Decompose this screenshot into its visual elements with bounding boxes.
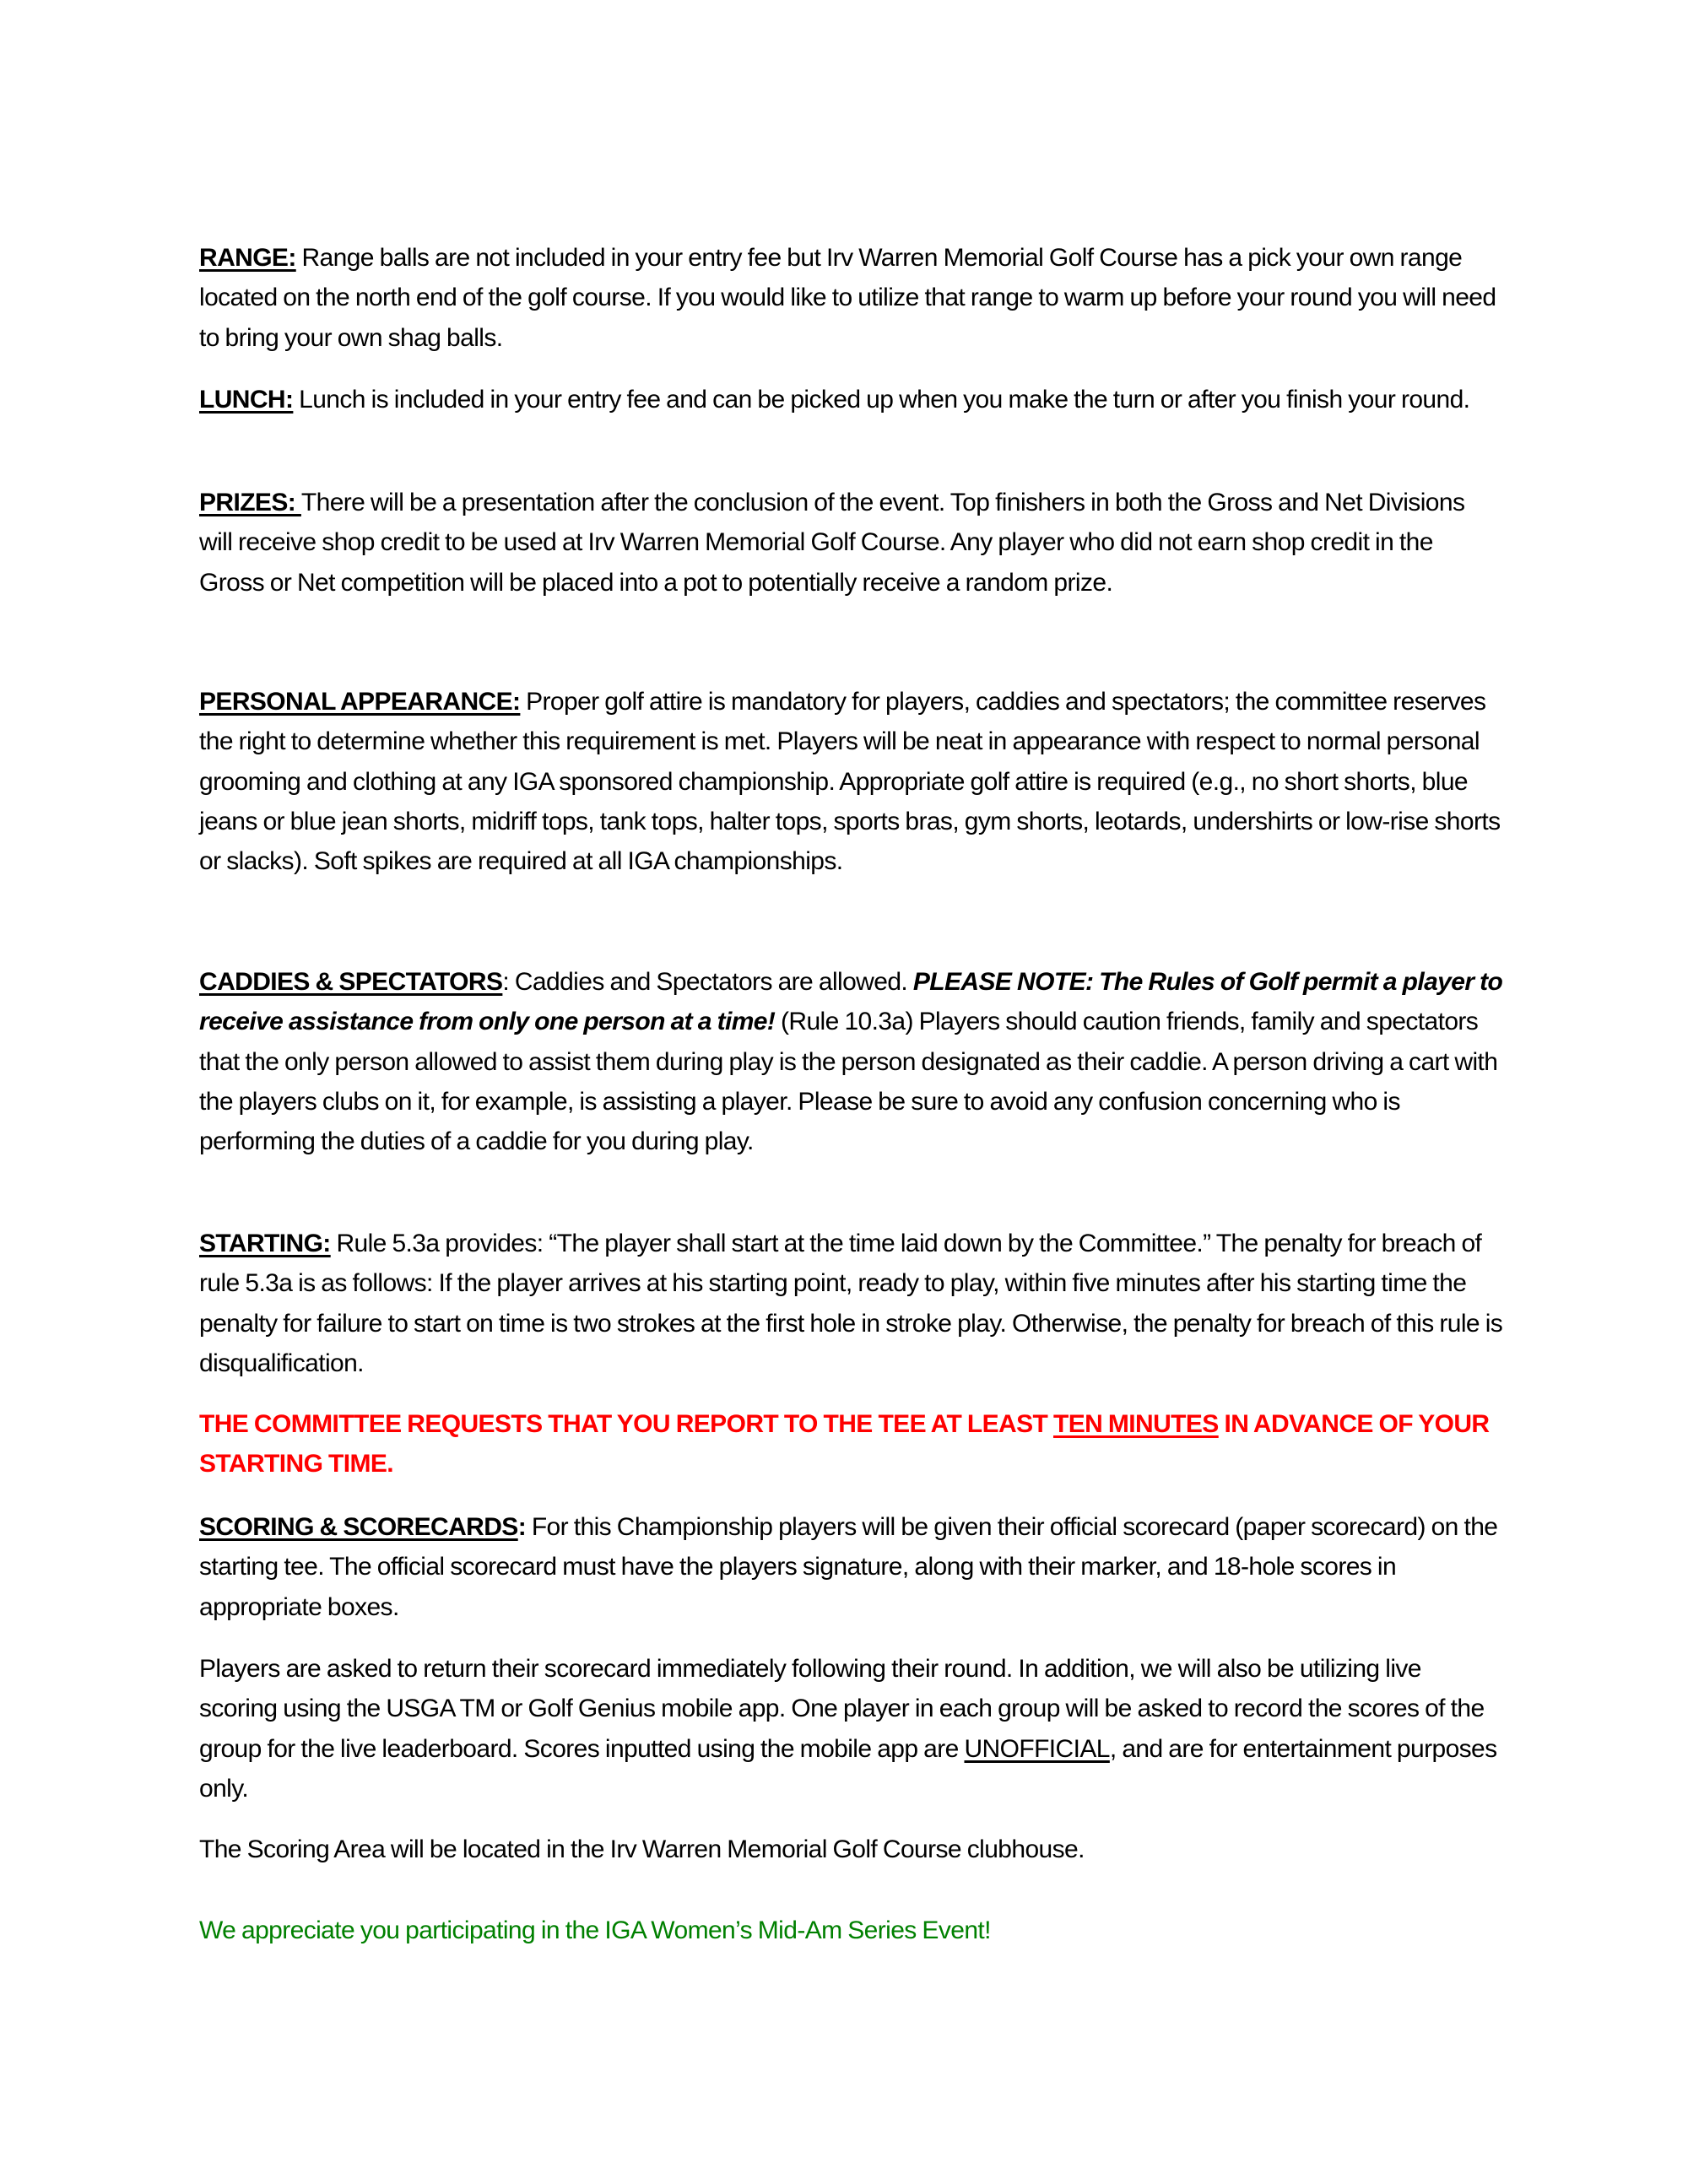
lunch-heading: LUNCH: — [199, 386, 294, 414]
starting-paragraph — [199, 1224, 1503, 1383]
prizes-paragraph — [199, 483, 1503, 603]
committee-text-b: IN ADVANCE OF YOUR STARTING TIME. — [199, 1410, 1490, 1479]
committee-emphasis: TEN MINUTES — [1052, 1410, 1219, 1438]
prizes-heading: PRIZES: — [199, 489, 301, 516]
caddies-paragraph — [199, 962, 1503, 1161]
caddies-heading: CADDIES & SPECTATORS — [199, 968, 503, 996]
live-emphasis: UNOFFICIAL — [964, 1734, 1110, 1763]
scoring-area-paragraph: The Scoring Area will be located in the Irv Warren Memorial Golf Course clubhouse. — [199, 1835, 1085, 1863]
live-text-b: , and are for entertainment purposes only. — [199, 1734, 1497, 1803]
live-text-a: Players are asked to return their scorecard immediately following their round. In addition, we will also be utilizing live scoring using the USGA TM or Golf Genius mobile app. One player in each group will be asked to record the scores of the group for the live leaderboard. Scores inputted using the mobile app are — [199, 1655, 1485, 1763]
committee-text-a: THE COMMITTEE REQUESTS THAT YOU REPORT TO THE TEE AT LEAST — [199, 1410, 1053, 1438]
starting-heading: STARTING: — [199, 1230, 331, 1257]
lunch-paragraph — [199, 380, 1503, 419]
live-scoring-paragraph — [199, 1649, 1503, 1808]
appearance-text: Proper golf attire is mandatory for players, caddies and spectators; the committee reserves the right to determine whether this requirement is met. Players will be neat in appearance with respect to normal personal grooming and clothing at any IGA sponsored championship. Appropriate golf attire is required (e.g., no short shorts, blue jeans or blue jean shorts, midriff tops, tank tops, halter tops, sports bras, gym shorts, leotards, undershirts or low-rise shorts or slacks). Soft spikes are required at all IGA championships. — [199, 688, 1501, 876]
caddies-note: PLEASE NOTE: The Rules of Golf permit a player to receive assistance from only one person at a time! — [199, 968, 1503, 1036]
lunch-text: Lunch is included in your entry fee and can be picked up when you make the turn or after you finish your round. — [293, 386, 1470, 414]
starting-text: Rule 5.3a provides: “The player shall start at the time laid down by the Committee.” The penalty for breach of rule 5.3a is as follows: If the player arrives at his starting point, ready to play, within five minutes after his starting time the penalty for failure to start on time is two strokes at the first hole in stroke play. Otherwise, the penalty for breach of this rule is disqualification. — [199, 1230, 1503, 1377]
appearance-paragraph — [199, 682, 1503, 881]
range-heading: RANGE: — [199, 244, 296, 272]
caddies-text-a: : Caddies and Spectators are allowed. — [502, 968, 913, 996]
scoring-text: For this Championship players will be given their official scorecard (paper scorecard) on the starting tee. The official scorecard must have the players signature, along with their marker, and 18-hole scores in appropriate boxes. — [199, 1513, 1498, 1621]
scoring-colon: : — [517, 1513, 527, 1541]
scoring-heading: SCORING & SCORECARDS — [199, 1513, 518, 1541]
range-text: Range balls are not included in your entry fee but Irv Warren Memorial Golf Course has a pick your own range located on the north end of the golf course. If you would like to utilize that range to warm up before your round you will need to bring your own shag balls. — [199, 244, 1496, 352]
closing-message: We appreciate you participating in the IGA Women’s Mid-Am Series Event! — [199, 1916, 991, 1944]
committee-alert — [199, 1404, 1503, 1484]
caddies-text-b: (Rule 10.3a) Players should caution friends, family and spectators that the only person allowed to assist them during play is the person designated as their caddie. A person driving a cart with the players clubs on it, for example, is assisting a player. Please be sure to avoid any confusion concerning who is performing the duties of a caddie for you during play. — [199, 1008, 1498, 1156]
range-paragraph — [199, 238, 1503, 358]
scoring-paragraph — [199, 1507, 1503, 1627]
appearance-heading: PERSONAL APPEARANCE: — [199, 688, 521, 716]
prizes-text: There will be a presentation after the conclusion of the event. Top finishers in both the Gross and Net Divisions will receive shop credit to be used at Irv Warren Memorial Golf Course. Any player who did not earn shop credit in the Gross or Net competition will be placed into a pot to potentially receive a random prize. — [199, 489, 1465, 597]
